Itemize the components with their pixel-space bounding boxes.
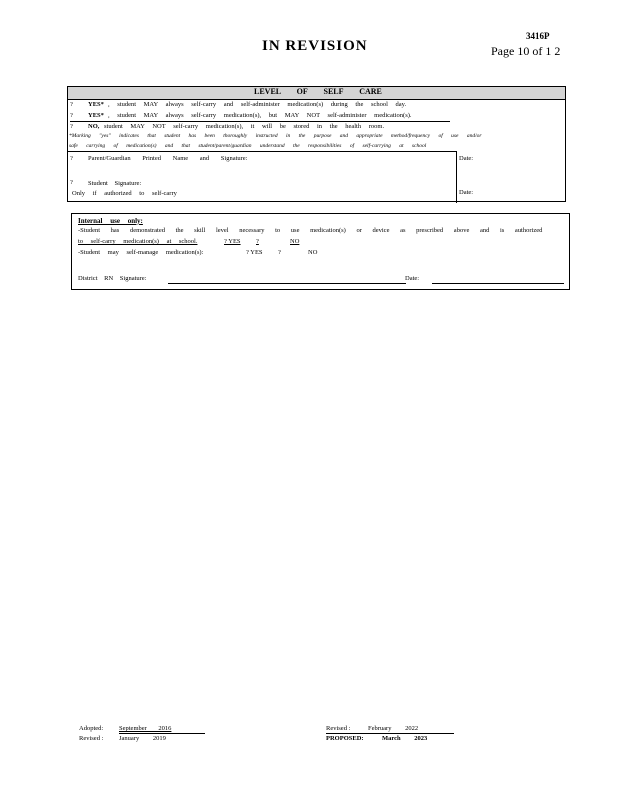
parent-date-label: Date: [459,155,474,162]
page-title: IN REVISION [262,38,368,54]
note-line-1: *Marking "yes" indicates that student has been thoroughly instructed in the purpose and appropriate method/frequency of use and/or [69,133,482,139]
proposed-label: PROPOSED: [326,735,364,742]
rn-date-label: Date: [405,275,420,282]
internal-line-3: -Student may self-manage medication(s): [78,249,204,256]
rn-signature-line[interactable] [168,283,406,284]
parent-checkbox[interactable]: ? [70,155,73,162]
parent-signature-label: Parent/Guardian Printed Name and Signature: [88,155,248,162]
self-carry-no-checkbox[interactable]: ? [256,238,259,245]
option-no-label: NO, [88,123,100,130]
policy-code: 3416P [526,31,550,41]
self-manage-no-label: NO [308,249,318,256]
self-care-box [67,86,566,202]
revised2-value: February 2022 [368,725,419,732]
option-no-checkbox[interactable]: ? [70,123,73,130]
self-care-header [68,87,565,100]
internal-line-2: to self-carry medication(s) at school. [78,238,198,245]
adopted-label: Adopted: [79,725,104,732]
self-manage-no-checkbox[interactable]: ? [278,249,281,256]
internal-line-1: -Student has demonstrated the skill level necessary to use medication(s) or device as prescribed above and is authorized [78,227,543,234]
option-yes-label-2: YES* [88,112,104,119]
self-care-title: LEVEL OF SELF CARE [254,87,382,96]
revised-label: Revised : [79,735,104,742]
revised2-underline [326,733,454,734]
adopted-value: September 2016 [119,725,172,732]
revised-value: January 2019 [119,735,166,742]
rn-date-line[interactable] [432,283,564,284]
self-manage-yes-checkbox[interactable]: ? YES [246,249,263,256]
option-yes-carry-only-checkbox[interactable]: ? [70,112,73,119]
divider-note [68,151,456,152]
proposed-value: March 2023 [382,735,428,742]
page-number: Page 10 of 1 2 [491,44,561,58]
option-yes-self-administer-checkbox[interactable]: ? [70,101,73,108]
revised2-label: Revised : [326,725,351,732]
self-carry-yes-checkbox[interactable]: ? YES [224,238,241,245]
self-carry-no-label: NO [290,238,300,245]
student-signature-label: Student Signature: [88,180,142,187]
note-line-2: safe carrying of medication(s) and that student/parent/guardian understand the responsibilities of self-carrying at school [69,143,427,149]
adopted-underline [119,733,205,734]
rn-signature-label: District RN Signature: [78,275,147,282]
option-yes-label-1: YES* [88,101,104,108]
divider-row2 [70,121,450,122]
internal-use-title: Internal use only: [78,217,143,225]
internal-use-box [71,213,570,290]
option-yes-text-2: , student MAY always self-carry medication(s), but MAY NOT self-administer medication(s). [108,112,412,119]
date-column-divider [456,151,457,203]
option-yes-text-1: , student MAY always self-carry and self-administer medication(s) during the school day. [108,101,407,108]
student-signature-note: Only if authorized to self-carry [72,190,177,197]
student-checkbox[interactable]: ? [70,179,73,186]
option-no-text: student MAY NOT self-carry medication(s), it will be stored in the health room. [104,123,385,130]
student-date-label: Date: [459,189,474,196]
